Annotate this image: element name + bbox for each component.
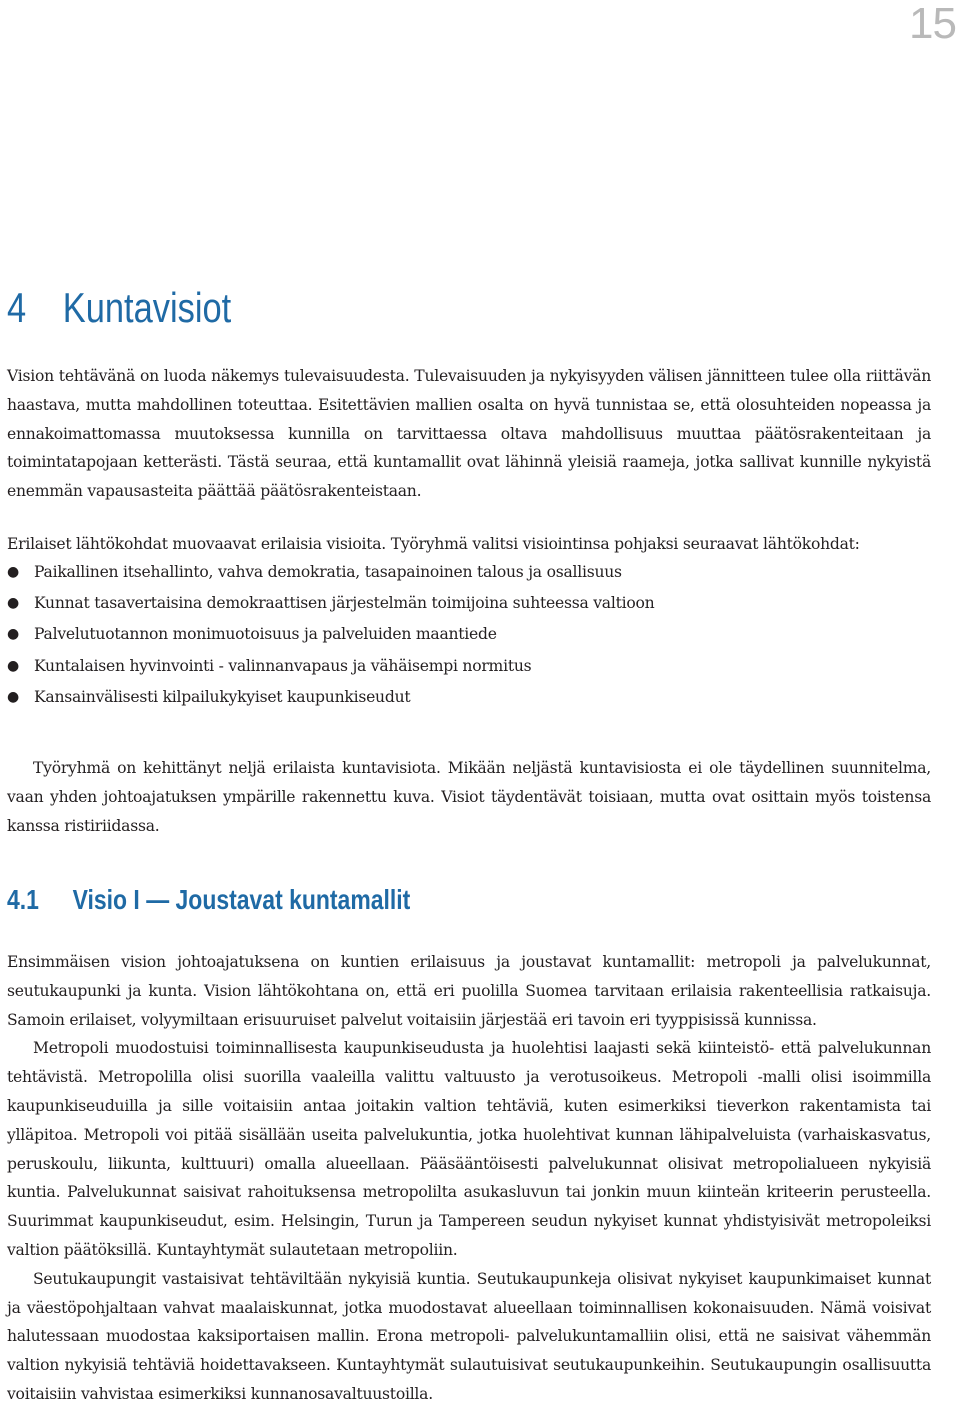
section-title (7, 883, 410, 917)
intro-block (7, 362, 931, 506)
page-number: 15 (909, 0, 956, 48)
bullet-icon: ● (7, 564, 19, 580)
list-item (7, 589, 931, 620)
section-body (7, 948, 931, 1409)
lead-block (7, 530, 931, 559)
list-item-text: Kansainvälisesti kilpailukykyiset kaupunkiseudut (34, 687, 411, 706)
starting-points-list (7, 558, 931, 714)
list-item-text: Kunnat tasavertaisina demokraattisen järjestelmän toimijoina suhteessa valtioon (34, 594, 655, 613)
list-item-text: Palvelutuotannon monimuotoisuus ja palveluiden maantiede (34, 625, 497, 644)
list-item (7, 683, 931, 714)
intro-paragraph: Vision tehtävänä on luoda näkemys tulevaisuudesta. Tulevaisuuden ja nykyisyyden välisen jännitteen tulee olla riittävän haastava, mutta mahdollinen toteuttaa. Esitettävien mallien osalta on hyvä tunnistaa se, että olosuhteiden nopeassa ja ennakoimattomassa muutoksessa kunnilla on tarvittaessa oltava mahdollisuus muuttaa päätösrakenteitaan ja toimintatapojaan ketterästi. Tästä seuraa, että kuntamallit ovat lähinnä yleisiä raameja, jotka sallivat kunnille nykyistä enemmän vapausasteita päättää päätösrakenteistaan. (7, 367, 931, 501)
lead-paragraph: Erilaiset lähtökohdat muovaavat erilaisia visioita. Työryhmä valitsi visiointinsa pohjaksi seuraavat lähtökohdat: (7, 535, 860, 553)
section-number: 4.1 (7, 884, 39, 915)
bullet-icon: ● (7, 688, 19, 705)
closing-block (7, 754, 931, 840)
section-paragraph: Metropoli muodostuisi toiminnallisesta kaupunkiseudusta ja huolehtisi laajasti sekä kiinteistö- että palvelukunnan tehtävistä. Metropolilla olisi suorilla vaaleilla valittu valtuusto ja verotusoikeus. Metropoli -malli olisi isoimmilla kaupunkiseuduilla ja sille voitaisiin antaa joitakin valtion tehtäviä, kuten esimerkiksi tieverkon rakentamista tai ylläpitoa. Metropoli voi pitää sisällään useita palvelukuntia, jotka huolehtivat kunnan lähipalveluista (varhaiskasvatus, peruskoulu, liikunta, kulttuuri) omalla alueellaan. Pääsääntöisesti palvelukunnat olisivat metropolialueen nykyisiä kuntia. Palvelukunnat saisivat rahoituksensa metropolilta asukasluvun tai jonkin muun kiinteän kriteerin perusteella. Suurimmat kaupunkiseudut, esim. Helsingin, Turun ja Tampereen seudun nykyiset kunnat yhdistyisivät metropoleiksi valtion päätöksillä. Kuntayhtymät sulautetaan metropoliin. (7, 1039, 931, 1259)
chapter-title-text: Kuntavisiot (62, 284, 232, 331)
bullet-icon: ● (7, 657, 19, 674)
list-item-text: Paikallinen itsehallinto, vahva demokratia, tasapainoinen talous ja osallisuus (34, 563, 622, 581)
bullet-icon: ● (7, 626, 19, 643)
list-item (7, 558, 931, 589)
chapter-number: 4 (7, 284, 27, 331)
chapter-title (7, 283, 231, 333)
bullet-icon: ● (7, 595, 19, 612)
section-paragraph: Ensimmäisen vision johtoajatuksena on kuntien erilaisuus ja joustavat kuntamallit: metropoli ja palvelukunnat, seutukaupunki ja kunta. Vision lähtökohtana on, että eri puolilla Suomea tarvitaan erilaisia rakenteellisia ratkaisuja. Samoin erilaiset, volyymiltaan erisuuruiset palvelut voitaisiin järjestää eri tavoin eri tyyppisissä kunnissa. (7, 953, 931, 1029)
section-title-text: Visio I — Joustavat kuntamallit (72, 884, 411, 915)
list-item (7, 620, 931, 651)
list-item (7, 652, 931, 683)
section-paragraph: Seutukaupungit vastaisivat tehtäviltään nykyisiä kuntia. Seutukaupunkeja olisivat nykyiset kaupunkimaiset kunnat ja väestöpohjaltaan vahvat maalaiskunnat, jotka muodostavat alueellaan toiminnallisen kokonaisuuden. Nämä voisivat halutessaan muodostaa kaksiportaisen mallin. Erona metropoli- palvelukuntamalliin olisi, että ne saisivat vähemmän valtion nykyisiä tehtäviä hoidettavakseen. Kuntayhtymät sulautuisivat seutukaupunkeihin. Seutukaupungin osallisuutta voitaisiin vahvistaa esimerkiksi kunnanosavaltuustoilla. (7, 1269, 931, 1403)
closing-paragraph: Työryhmä on kehittänyt neljä erilaista kuntavisiota. Mikään neljästä kuntavisiosta ei ole täydellinen suunnitelma, vaan yhden johtoajatuksen ympärille rakennettu kuva. Visiot täydentävät toisiaan, mutta ovat osittain myös toistensa kanssa ristiriidassa. (7, 759, 931, 835)
list-item-text: Kuntalaisen hyvinvointi - valinnanvapaus ja vähäisempi normitus (34, 656, 532, 675)
